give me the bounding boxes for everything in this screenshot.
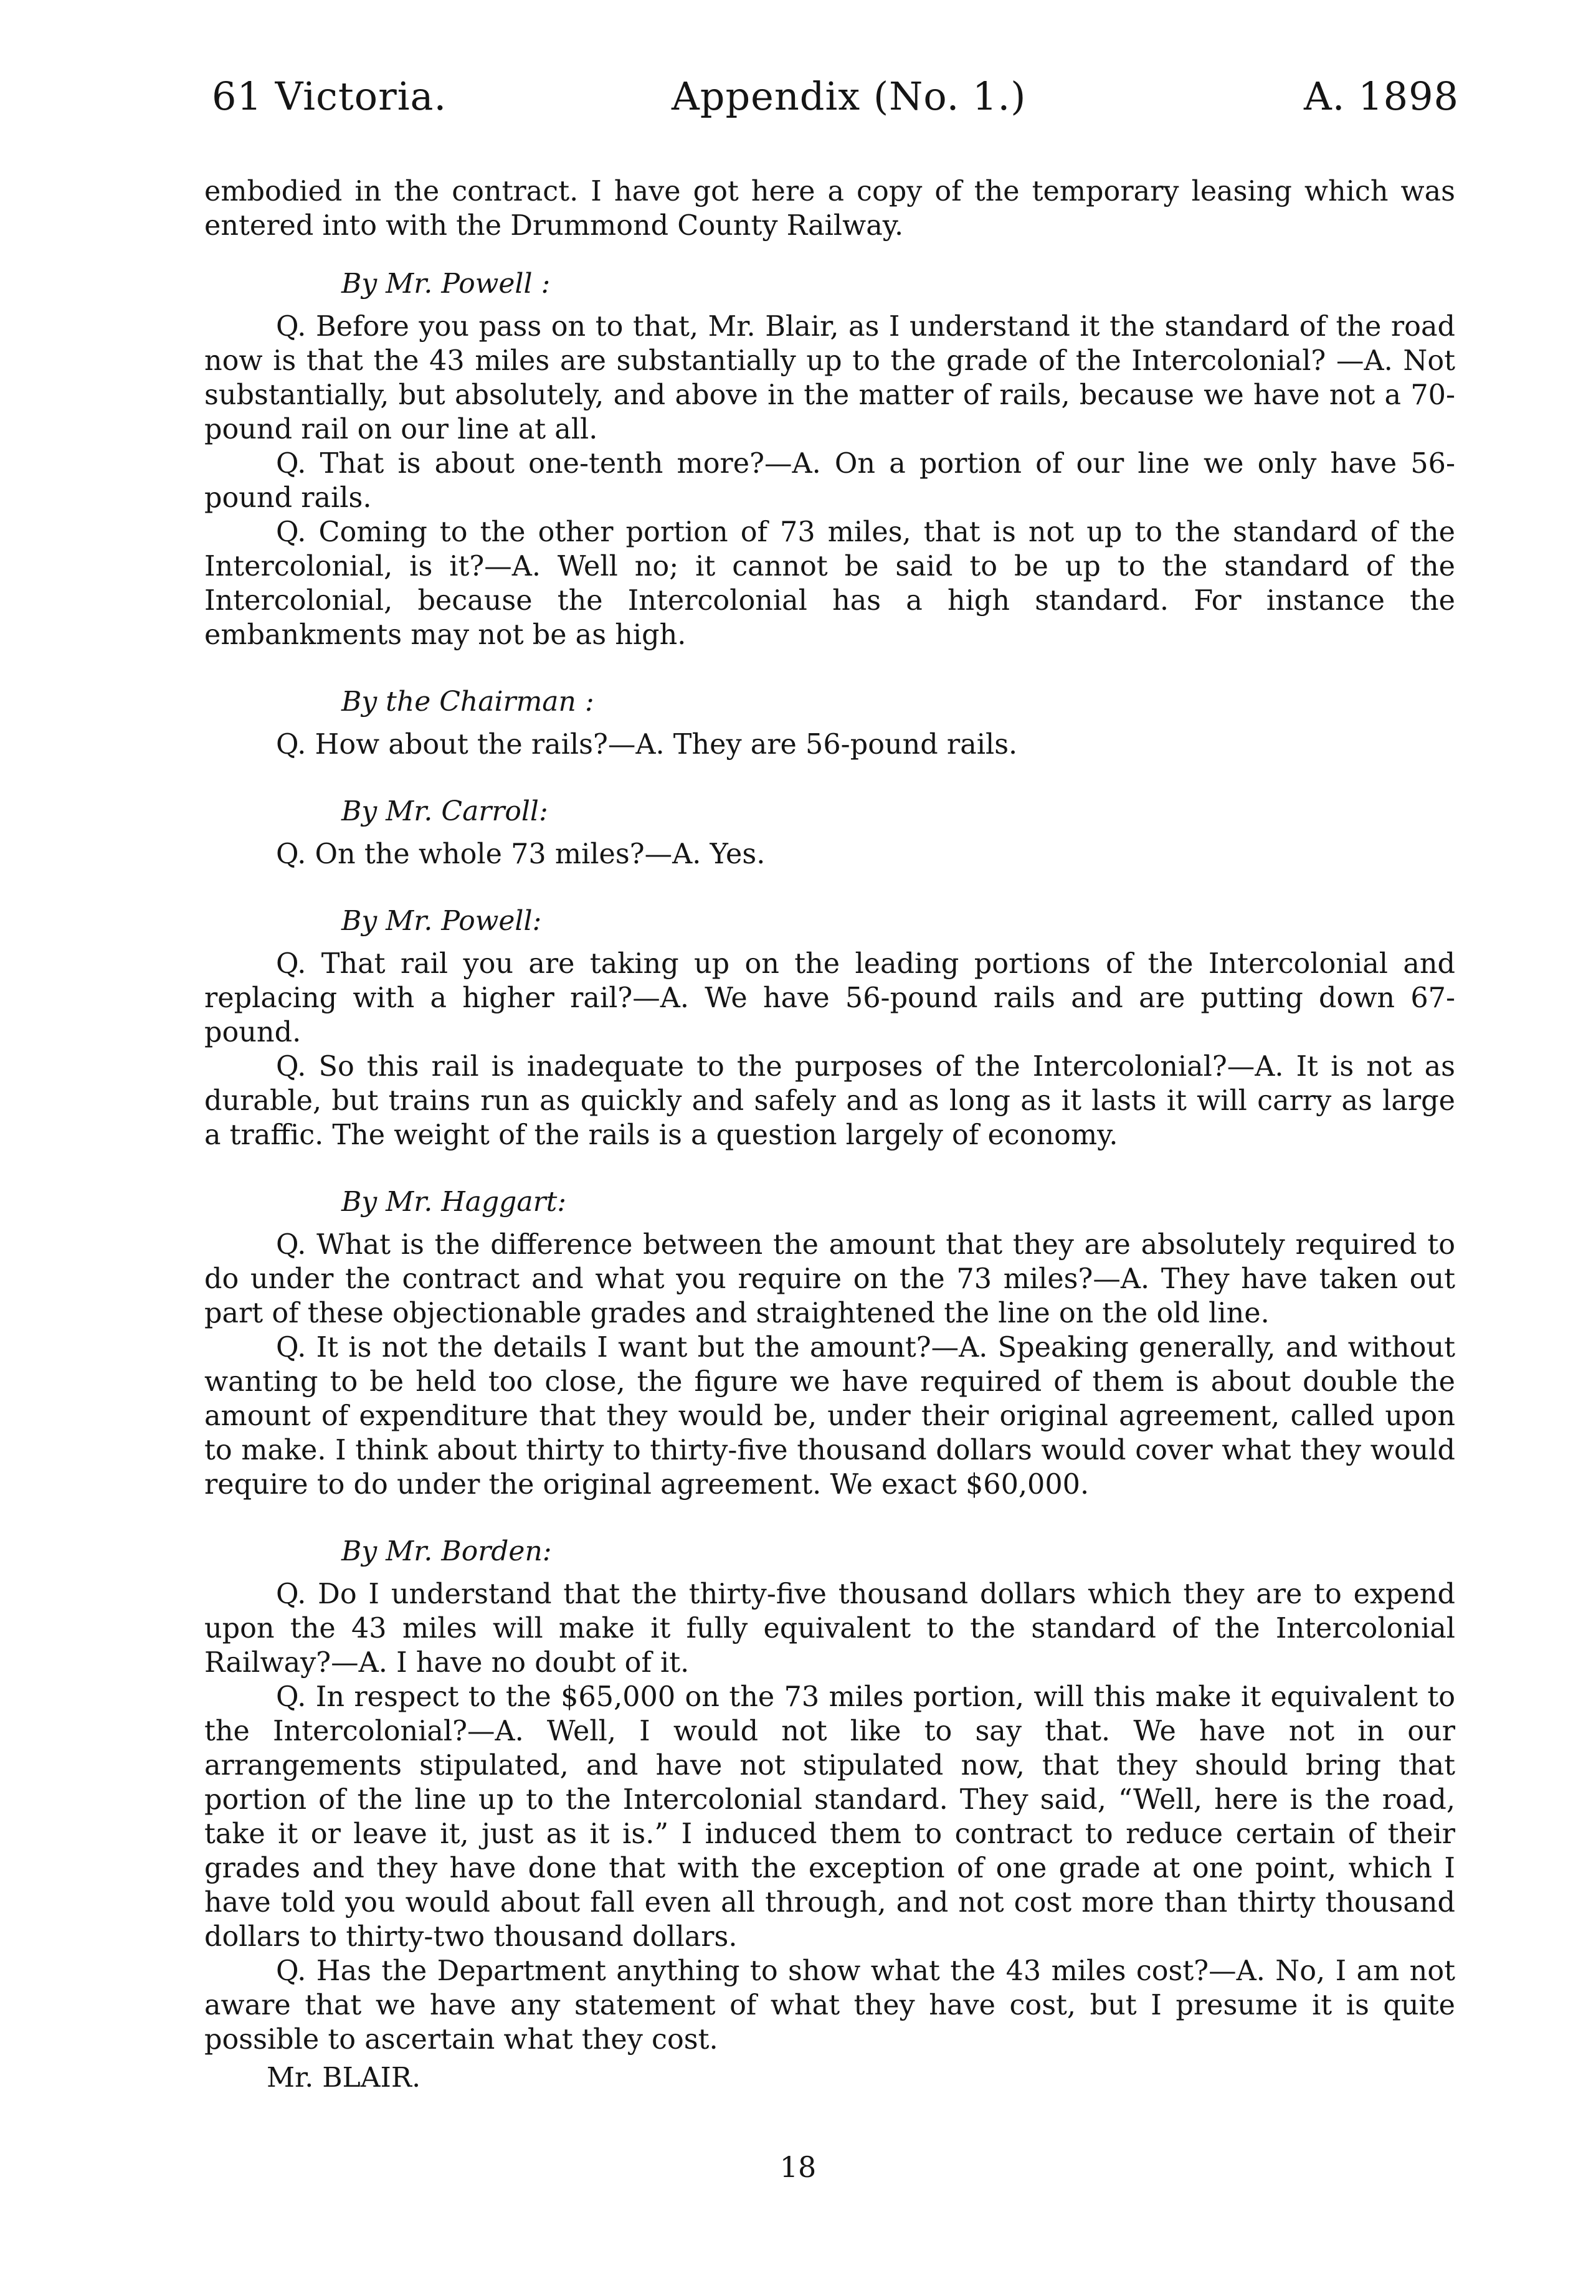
speaker-heading: By Mr. Borden: bbox=[341, 1535, 552, 1567]
question-answer-paragraph: Q. Coming to the other portion of 73 miles, that is not up to the standard of the Intercolonial, is it?—A. Well no; it cannot be said to be up to the standard of the Intercolonial, because the Intercolonial has a high standard. For instance the embankments may not be as high. bbox=[204, 516, 1455, 651]
speaker-heading: By Mr. Powell: bbox=[341, 905, 542, 937]
document-body bbox=[204, 174, 1455, 2095]
speaker-heading: By the Chairman : bbox=[341, 686, 594, 718]
question-answer-paragraph: Q. It is not the details I want but the amount?—A. Speaking generally, and without wanting to be held too close, the figure we have required of them is about double the amount of expenditure that they would be, under their original agreement, called upon to make. I think about thirty to thirty-five thousand dollars would cover what they would require to do under the original agreement. We exact $60,000. bbox=[204, 1332, 1455, 1501]
question-answer-paragraph: Q. That is about one-tenth more?—A. On a portion of our line we only have 56-pound rails. bbox=[204, 448, 1455, 514]
page-number: 18 bbox=[779, 2150, 817, 2184]
question-answer-paragraph: Q. How about the rails?—A. They are 56-pound rails. bbox=[276, 729, 1018, 761]
question-answer-paragraph: Q. Has the Department anything to show what the 43 miles cost?—A. No, I am not aware that we have any statement of what they have cost, but I presume it is quite possible to ascertain what they cost. bbox=[204, 1955, 1455, 2056]
question-answer-paragraph: Q. What is the difference between the amount that they are absolutely required to do under the contract and what you require on the 73 miles?—A. They have taken out part of these objectionable grades and straightened the line on the old line. bbox=[204, 1229, 1455, 1329]
header-year: A. 1898 bbox=[1304, 74, 1459, 119]
running-header bbox=[199, 74, 1459, 123]
question-answer-paragraph: Q. So this rail is inadequate to the purposes of the Intercolonial?—A. It is not as durable, but trains run as quickly and safely and as long as it lasts it will carry as large a traffic. The weight of the rails is a question largely of economy. bbox=[204, 1051, 1455, 1151]
header-session: 61 Victoria. bbox=[212, 74, 447, 119]
question-answer-paragraph: Q. On the whole 73 miles?—A. Yes. bbox=[276, 838, 766, 870]
speaker-heading: By Mr. Carroll: bbox=[341, 795, 548, 827]
question-answer-paragraph: Q. That rail you are taking up on the leading portions of the Intercolonial and replacing with a higher rail?—A. We have 56-pound rails and are putting down 67-pound. bbox=[204, 948, 1455, 1048]
opening-paragraph: embodied in the contract. I have got here a copy of the temporary leasing which was entered into with the Drummond County Railway. bbox=[204, 176, 1455, 242]
witness-name: Mr. BLAIR. bbox=[267, 2062, 421, 2094]
question-answer-paragraph: Q. In respect to the $65,000 on the 73 miles portion, will this make it equivalent to the Intercolonial?—A. Well, I would not like to say that. We have not in our arrangements stipulated, and have not stipulated now, that they should bring that portion of the line up to the Intercolonial standard. They said, “Well, here is the road, take it or leave it, just as it is.” I induced them to contract to reduce certain of their grades and they have done that with the exception of one grade at one point, which I have told you would about fall even all through, and not cost more than thirty thousand dollars to thirty-two thousand dollars. bbox=[204, 1681, 1455, 1953]
header-appendix: Appendix (No. 1.) bbox=[672, 74, 1027, 119]
speaker-heading: By Mr. Haggart: bbox=[341, 1186, 567, 1218]
question-answer-paragraph: Q. Do I understand that the thirty-five thousand dollars which they are to expend upon the 43 miles will make it fully equivalent to the standard of the Intercolonial Railway?—A. I have no doubt of it. bbox=[204, 1578, 1455, 1679]
question-answer-paragraph: Q. Before you pass on to that, Mr. Blair, as I understand it the standard of the road now is that the 43 miles are substantially up to the grade of the Intercolonial? —A. Not substantially, but absolutely, and above in the matter of rails, because we have not a 70-pound rail on our line at all. bbox=[204, 311, 1455, 445]
speaker-heading: By Mr. Powell : bbox=[341, 268, 551, 300]
